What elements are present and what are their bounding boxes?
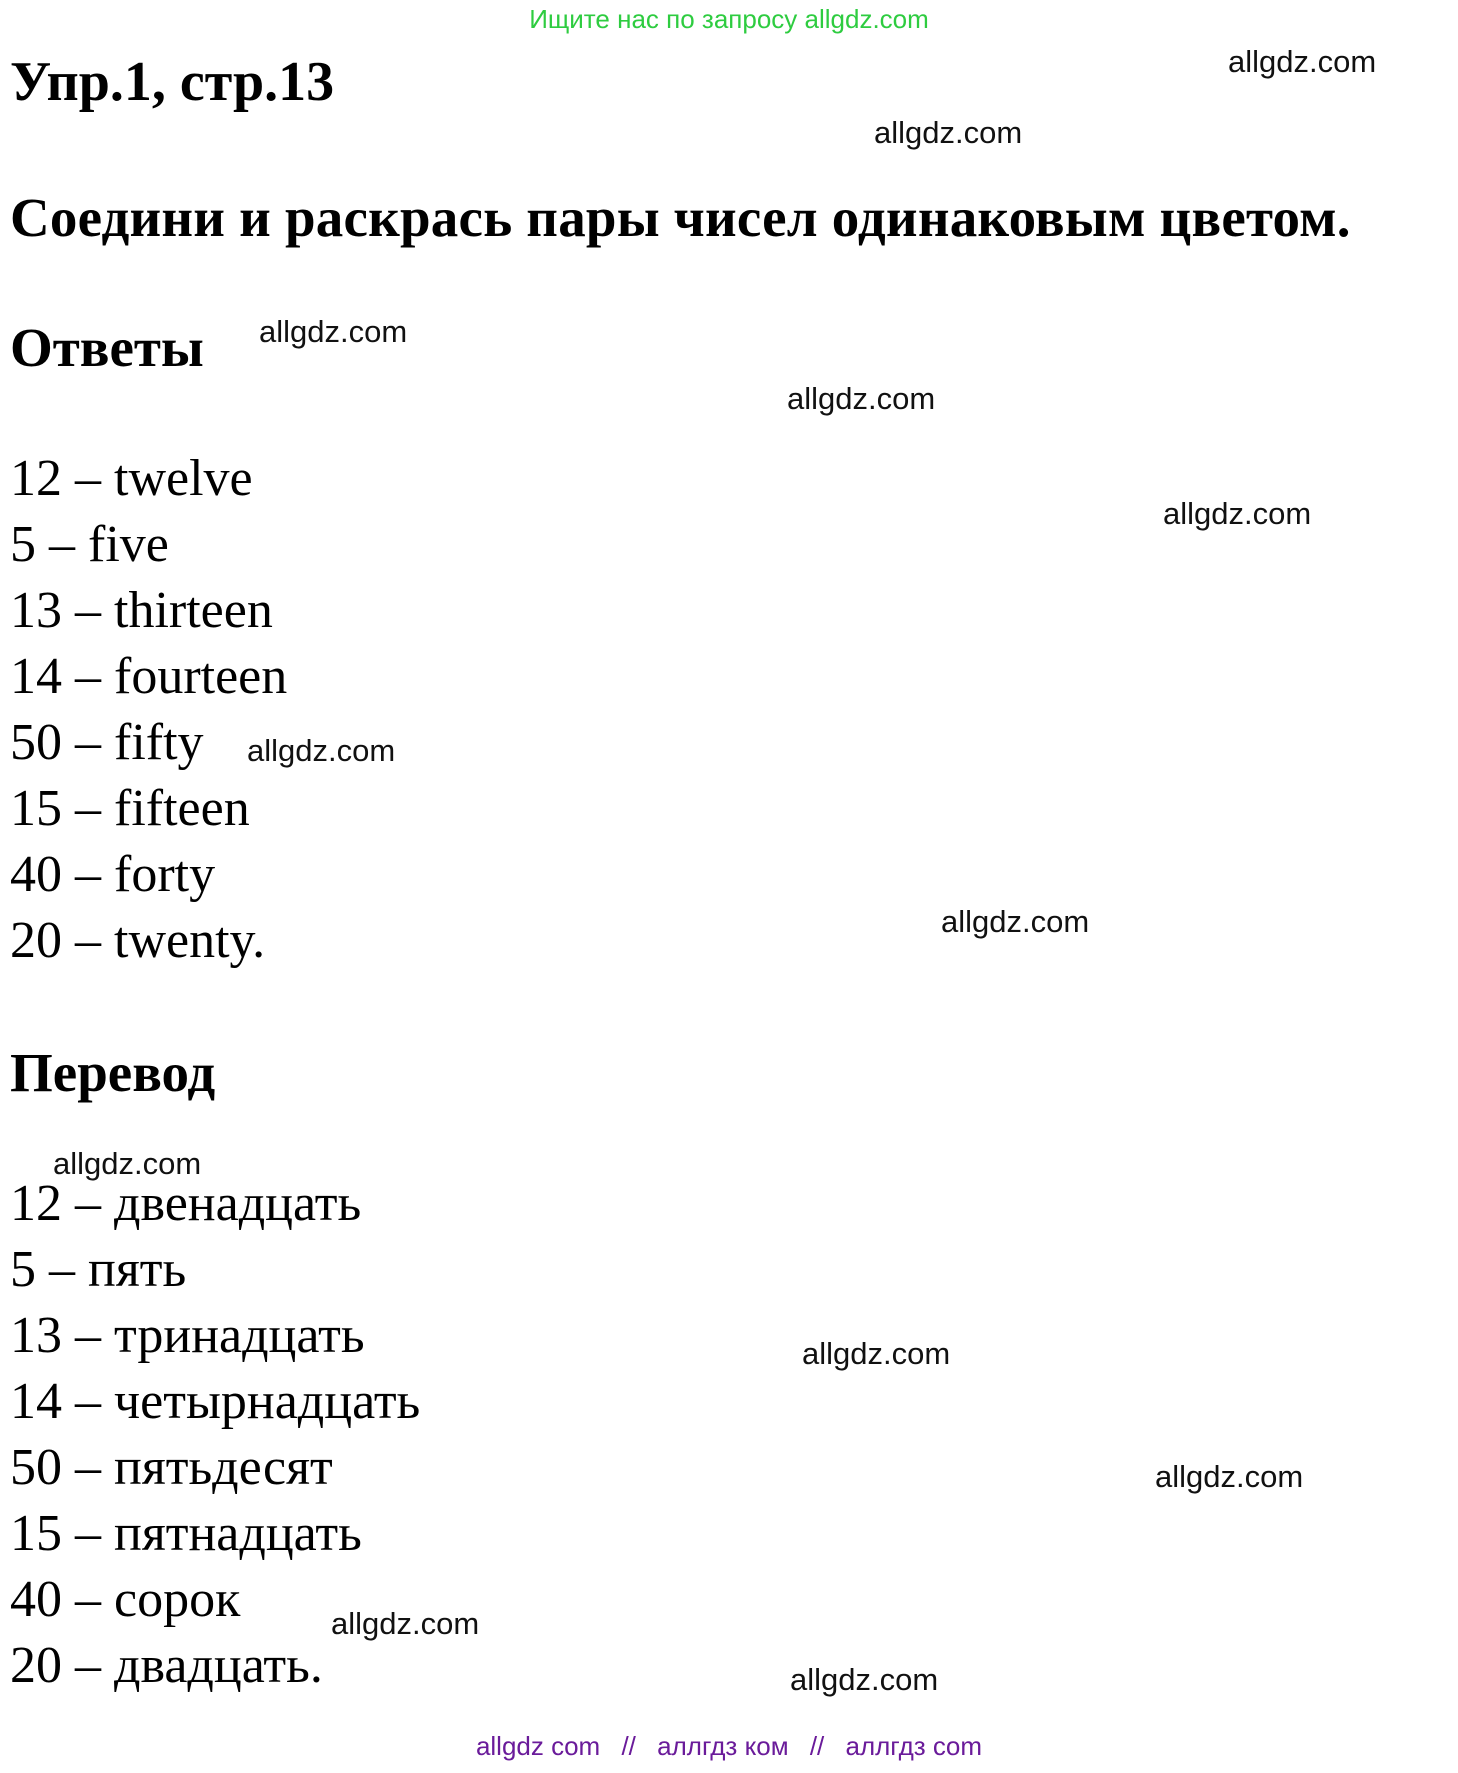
task-instruction: Соедини и раскрась пары чисел одинаковым цветом. — [10, 187, 1351, 248]
watermark: allgdz.com — [259, 314, 408, 349]
footer-link[interactable]: allgdz com — [475, 1731, 601, 1761]
answer-row: 5 – five — [10, 516, 169, 573]
watermark: allgdz.com — [1163, 496, 1312, 531]
page-title: Упр.1, стр.13 — [10, 51, 335, 113]
answer-row: 20 – twenty. — [10, 912, 266, 969]
footer-separator: // — [621, 1731, 636, 1761]
answer-row: 14 – fourteen — [10, 648, 288, 705]
answers-heading: Ответы — [10, 317, 204, 378]
translation-row: 12 – двенадцать — [10, 1175, 362, 1232]
answer-row: 13 – thirteen — [10, 582, 273, 639]
translation-row: 14 – четырнадцать — [10, 1373, 421, 1430]
translation-row: 5 – пять — [10, 1241, 187, 1298]
watermark: allgdz.com — [247, 733, 396, 768]
watermark: allgdz.com — [790, 1662, 939, 1697]
footer-link[interactable]: аллгдз ком — [657, 1731, 789, 1761]
watermark: allgdz.com — [874, 115, 1023, 150]
search-banner: Ищите нас по запросу allgdz.com — [529, 4, 929, 34]
footer-link[interactable]: аллгдз com — [845, 1731, 983, 1761]
watermark: allgdz.com — [802, 1336, 951, 1371]
answer-row: 40 – forty — [10, 846, 216, 903]
answer-row: 50 – fifty — [10, 714, 204, 771]
watermark: allgdz.com — [787, 381, 936, 416]
footer-separator: // — [809, 1731, 825, 1761]
answer-row: 15 – fifteen — [10, 780, 250, 837]
answer-row: 12 – twelve — [10, 450, 253, 507]
translation-row: 15 – пятнадцать — [10, 1505, 362, 1562]
translation-row: 20 – двадцать. — [10, 1637, 323, 1694]
watermark: allgdz.com — [1155, 1459, 1304, 1494]
translation-row: 50 – пятьдесят — [10, 1439, 333, 1496]
translation-row: 40 – сорок — [10, 1571, 241, 1628]
watermark: allgdz.com — [1228, 44, 1377, 79]
watermark: allgdz.com — [331, 1606, 480, 1641]
translation-heading: Перевод — [10, 1042, 216, 1103]
watermark: allgdz.com — [941, 904, 1090, 939]
translation-row: 13 – тринадцать — [10, 1307, 365, 1364]
watermark: allgdz.com — [53, 1146, 202, 1181]
footer-links — [0, 1733, 1458, 1759]
